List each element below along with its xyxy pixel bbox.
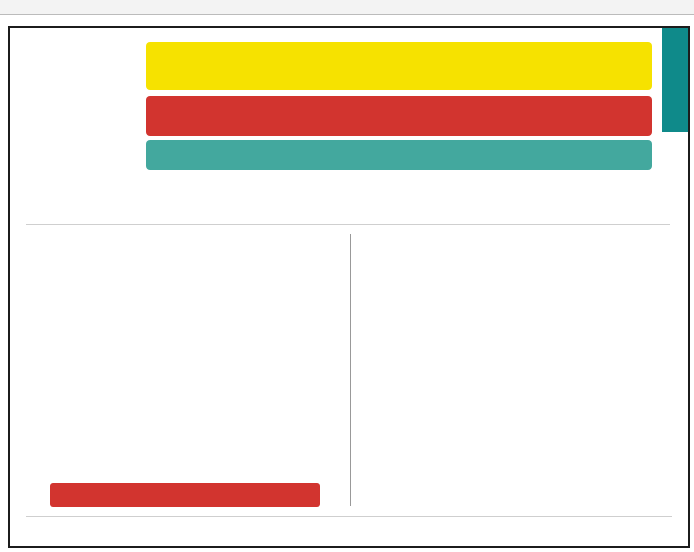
column-divider bbox=[350, 234, 351, 506]
number-banner bbox=[146, 140, 652, 170]
top-clipped-strip bbox=[0, 0, 694, 15]
subtitle-banner bbox=[146, 96, 652, 136]
title-banner bbox=[146, 42, 652, 90]
right-column bbox=[356, 232, 676, 484]
announcement-frame bbox=[8, 26, 690, 548]
organization-logo bbox=[24, 38, 124, 156]
public-relations-bar bbox=[50, 483, 320, 507]
side-ribbon bbox=[662, 28, 688, 132]
footer-dates bbox=[26, 516, 672, 517]
intro-paragraph bbox=[26, 180, 670, 225]
left-column bbox=[26, 232, 346, 484]
